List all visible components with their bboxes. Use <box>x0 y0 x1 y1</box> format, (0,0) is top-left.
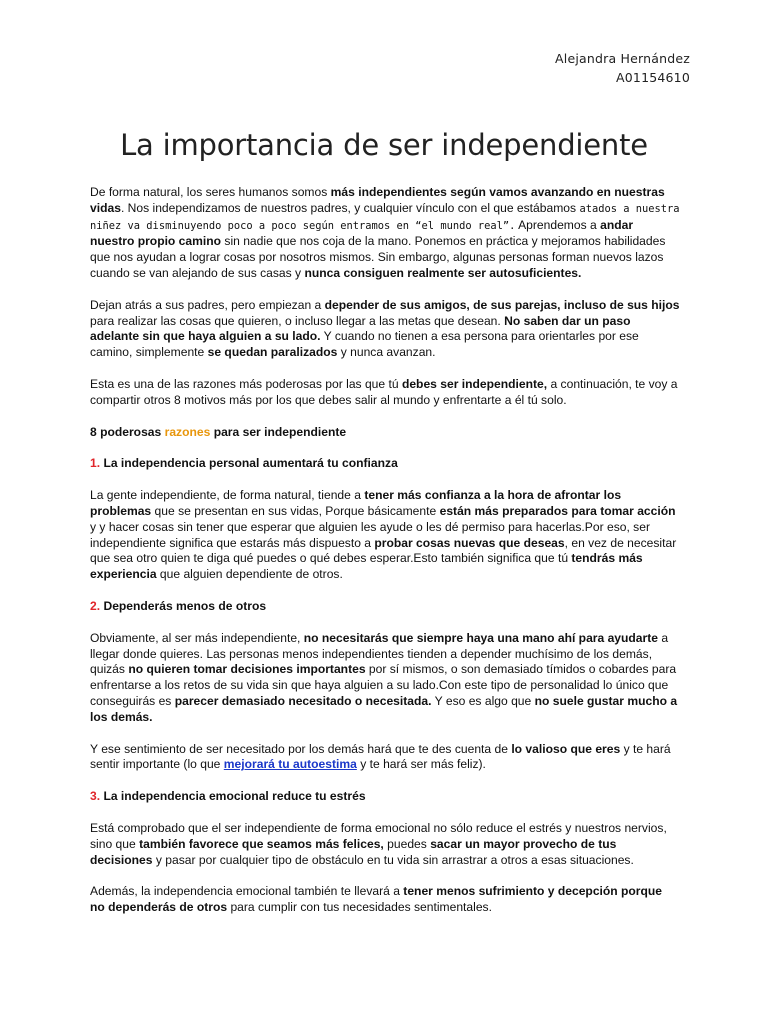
text: que alguien dependiente de otros. <box>156 567 343 582</box>
autoestima-link[interactable]: mejorará tu autoestima <box>223 757 357 772</box>
text: sin nadie que nos coja de la mano. Ponemos en práctica y mejoramos habilidades que nos ayudan a lograr cosas por nosotros mismos. Sin embargo, algunas personas forman nuevos lazos cuando se van alejando de sus casas y <box>90 234 666 280</box>
text: para cumplir con tus necesidades sentimentales. <box>227 900 492 915</box>
heading-number: 3. <box>90 789 101 804</box>
bold-text: depender de sus amigos, de sus parejas, incluso de sus hijos <box>324 297 680 312</box>
paragraph-3 <box>90 377 680 409</box>
text: La gente independiente, de forma natural, tiende a <box>90 488 365 503</box>
paragraph-intro <box>90 185 680 282</box>
paragraph-8 <box>90 884 680 916</box>
paragraph-5 <box>90 631 680 726</box>
text: Y eso es algo que <box>431 693 535 708</box>
heading-text: Dependerás menos de otros <box>100 598 267 613</box>
author-block <box>555 49 690 87</box>
text: que se presentan en sus vidas, Porque básicamente <box>151 503 440 518</box>
bold-text: tener menos sufrimiento y decepción porque no dependerás de otros <box>90 884 663 915</box>
bold-text: No saben dar un paso adelante sin que haya alguien a su lado. <box>90 313 631 344</box>
paragraph-2 <box>90 298 680 361</box>
bold-text: sacar un mayor provecho de tus decisiones <box>90 836 617 867</box>
text: Y cuando no tienen a esa persona para orientarles por ese camino, simplemente <box>90 329 639 360</box>
bold-text: lo valioso que eres <box>511 741 621 756</box>
section-heading-1 <box>90 456 680 472</box>
heading-text: 8 poderosas <box>90 424 165 439</box>
document-title: La importancia de ser independiente <box>120 128 648 162</box>
bold-text: no necesitarás que siempre haya una mano ahí para ayudarte <box>303 630 658 645</box>
text: y te hará ser más feliz). <box>356 757 486 772</box>
text: De forma natural, los seres humanos somos <box>90 185 331 199</box>
text: Está comprobado que el ser independiente de forma emocional no sólo reduce el estrés y nuestros nervios, sino que <box>90 820 667 851</box>
text: Y ese sentimiento de ser necesitado por los demás hará que te des cuenta de <box>90 741 512 756</box>
bold-text: probar cosas nuevas que deseas <box>374 535 565 550</box>
text: a llegar donde quieres. Las personas menos independientes tienden a depender muchísimo de los demás, quizás <box>90 630 669 677</box>
heading-number: 2. <box>90 598 101 613</box>
document-body <box>90 185 680 932</box>
bold-text: no suele gustar mucho a los demás. <box>90 693 678 724</box>
text: por sí mismos, o son demasiado tímidos o cobardes para enfrentarse a los retos de su vida sin que haya alguien a su lado.Con este tipo de personalidad lo único que conseguirás es <box>90 662 677 708</box>
text: Dejan atrás a sus padres, pero empiezan a <box>90 297 325 312</box>
bold-text: están más preparados para tomar acción <box>439 503 676 518</box>
text: a continuación, te voy a compartir otros 8 motivos más por los que debes salir al mundo y enfrentarte a él tú solo. <box>90 376 678 407</box>
section-heading-3 <box>90 789 680 805</box>
text: y y hacer cosas sin tener que esperar que alguien les ayude o les dé permiso para hacerlas.Por eso, ser independiente significa que estarás más dispuesto a <box>90 519 650 550</box>
bold-text: parecer demasiado necesitado o necesitada. <box>174 693 432 708</box>
text: puedes <box>383 836 431 851</box>
text: Esta es una de las razones más poderosas por las que tú <box>90 376 402 391</box>
bold-text: más independientes según vamos avanzando en nuestras vidas <box>90 185 665 215</box>
text: , en vez de necesitar que sea otro quien te diga qué puedes o qué debes esperar.Esto también significa que tú <box>90 535 677 566</box>
bold-text: no quieren tomar decisiones importantes <box>128 662 366 677</box>
heading-accent: razones <box>164 424 211 439</box>
bold-text: andar nuestro propio camino <box>90 217 634 249</box>
author-name: Alejandra Hernández <box>555 51 690 66</box>
paragraph-7 <box>90 821 680 868</box>
text: Aprendemos a <box>515 217 601 232</box>
paragraph-6 <box>90 742 680 774</box>
monospace-text: atados a nuestra niñez va disminuyendo poco a poco según entramos en “el mundo real”. <box>90 202 680 232</box>
section-heading-2 <box>90 599 680 615</box>
section-heading-main <box>90 425 680 441</box>
text: para realizar las cosas que quieren, o incluso llegar a las metas que desean. <box>90 313 505 328</box>
bold-text: se quedan paralizados <box>207 345 338 360</box>
text: y nunca avanzan. <box>337 345 436 360</box>
heading-number: 1. <box>90 456 101 471</box>
bold-text: tener más confianza a la hora de afrontar los problemas <box>90 488 622 518</box>
text: y te hará sentir importante (lo que <box>90 741 671 772</box>
text: . Nos independizamos de nuestros padres, y cualquier vínculo con el que estábamos <box>120 200 580 215</box>
paragraph-4 <box>90 488 680 583</box>
bold-text: nunca consiguen realmente ser autosuficientes. <box>304 265 582 280</box>
text: Además, la independencia emocional también te llevará a <box>90 884 404 899</box>
text: y pasar por cualquier tipo de obstáculo en tu vida sin arrastrar a otros a esas situaciones. <box>152 852 634 867</box>
text: Obviamente, al ser más independiente, <box>90 630 304 645</box>
bold-text: también favorece que seamos más felices, <box>139 836 384 851</box>
bold-text: debes ser independiente, <box>401 376 548 391</box>
heading-text: La independencia emocional reduce tu estrés <box>100 789 366 804</box>
heading-text: para ser independiente <box>210 424 347 439</box>
bold-text: tendrás más experiencia <box>90 551 643 582</box>
heading-text: La independencia personal aumentará tu confianza <box>100 456 398 471</box>
author-id: A01154610 <box>616 70 690 85</box>
